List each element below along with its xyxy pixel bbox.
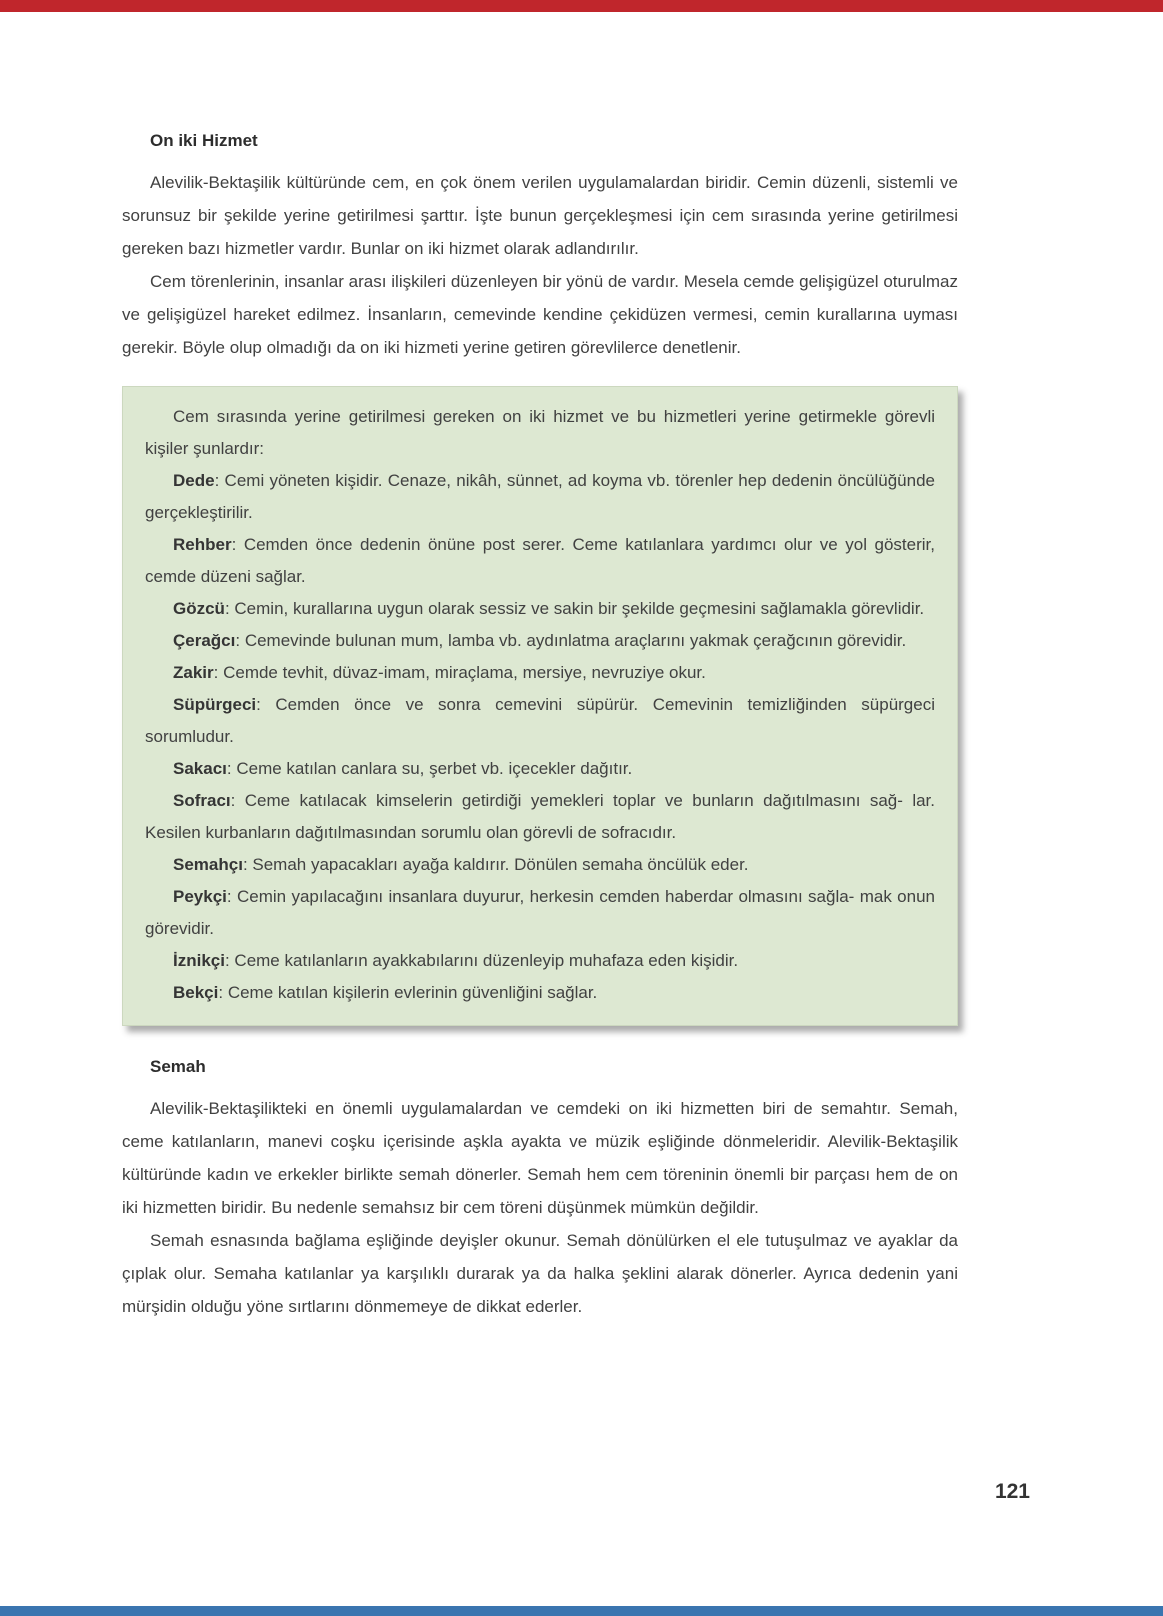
service-item-zakir (145, 657, 935, 689)
service-text-iznikci: : Ceme katılanların ayakkabılarını düzenleyip muhafaza eden kişidir. (224, 951, 739, 970)
twelve-services-box (122, 386, 958, 1026)
service-term-bekci: Bekçi (173, 983, 219, 1002)
service-item-semahci (145, 849, 935, 881)
service-item-sakaci (145, 753, 935, 785)
service-item-iznikci (145, 945, 935, 977)
service-text-rehber: : Cemden önce dedenin önüne post serer. Ceme katılanlara yardımcı olur ve yol gösterir, cemde düzeni sağlar. (145, 535, 935, 586)
section-heading-semah: Semah (150, 1057, 206, 1076)
service-term-sofraci: Sofracı (173, 791, 231, 810)
service-term-gozcu: Gözcü (173, 599, 225, 618)
service-item-ceragci (145, 625, 935, 657)
service-text-bekci: : Ceme katılan kişilerin evlerinin güvenliğini sağlar. (218, 983, 598, 1002)
service-item-dede (145, 465, 935, 529)
service-text-dede: : Cemi yöneten kişidir. Cenaze, nikâh, sünnet, ad koyma vb. törenler hep dedenin öncülüğünde gerçekleştirilir. (145, 471, 935, 522)
service-item-rehber (145, 529, 935, 593)
service-term-sakaci: Sakacı (173, 759, 227, 778)
page-number: 121 (994, 1480, 1030, 1503)
service-text-gozcu: : Cemin, kurallarına uygun olarak sessiz ve sakin bir şekilde geçmesini sağlamakla görevlidir. (224, 599, 925, 618)
services-box-intro: Cem sırasında yerine getirilmesi gereken on iki hizmet ve bu hizmetleri yerine getirmekle görevli kişiler şunlardır: (145, 407, 935, 458)
paragraph-semah-2: Semah esnasında bağlama eşliğinde deyişler okunur. Semah dönülürken el ele tutuşulmaz ve ayaklar da çıplak olur. Semaha katılanlar ya karşılıklı durarak ya da halka şeklini alarak dönerler. Ayrıca dedenin yani mürşidin olduğu yöne sırtlarını dönmemeye de dikkat ederler. (122, 1231, 958, 1316)
service-text-peykci: : Cemin yapılacağını insanlara duyurur, herkesin cemden haberdar olmasını sağla- mak onun görevidir. (145, 887, 935, 938)
service-item-peykci (145, 881, 935, 945)
paragraph-semah-1: Alevilik-Bektaşilikteki en önemli uygulamalardan ve cemdeki on iki hizmetten biri de semahtır. Semah, ceme katılanların, manevi coşku içerisinde aşkla ayakta ve müzik eşliğinde dönmeleridir. Alevilik-Bektaşilik kültüründe kadın ve erkekler birlikte semah dönerler. Semah hem cem töreninin önemli bir parçası hem de on iki hizmetten biridir. Bu nedenle semahsız bir cem töreni düşünmek mümkün değildir. (122, 1099, 958, 1217)
service-item-bekci (145, 977, 935, 1009)
paragraph-oniki-1: Alevilik-Bektaşilik kültüründe cem, en çok önem verilen uygulamalardan biridir. Cemin düzenli, sistemli ve sorunsuz bir şekilde yerine getirilmesi şarttır. İşte bunun gerçekleşmesi için cem sırasında yerine getirilmesi gereken bazı hizmetler vardır. Bunlar on iki hizmet olarak adlandırılır. (122, 173, 958, 258)
service-text-supurgeci: : Cemden önce ve sonra cemevini süpürür. Cemevinin temizliğinden süpürgeci sorumludur. (145, 695, 935, 746)
bottom-border-bar (0, 1606, 1163, 1616)
service-term-dede: Dede (173, 471, 215, 490)
service-text-sakaci: : Ceme katılan canlara su, şerbet vb. içecekler dağıtır. (226, 759, 633, 778)
service-text-ceragci: : Cemevinde bulunan mum, lamba vb. aydınlatma araçlarını yakmak çerağcının görevidir. (235, 631, 907, 650)
section-heading-on-iki-hizmet: On iki Hizmet (150, 131, 258, 150)
service-term-peykci: Peykçi (173, 887, 227, 906)
service-term-rehber: Rehber (173, 535, 232, 554)
service-item-sofraci (145, 785, 935, 849)
service-text-semahci: : Semah yapacakları ayağa kaldırır. Dönülen semaha öncülük eder. (242, 855, 749, 874)
service-item-supurgeci (145, 689, 935, 753)
paragraph-oniki-2: Cem törenlerinin, insanlar arası ilişkileri düzenleyen bir yönü de vardır. Mesela cemde gelişigüzel oturulmaz ve gelişigüzel hareket edilmez. İnsanların, cemevinde kendine çekidüzen vermesi, cemin kurallarına uyması gerekir. Böyle olup olmadığı da on iki hizmeti yerine getiren görevlilerce denetlenir. (122, 272, 958, 357)
service-text-sofraci: : Ceme katılacak kimselerin getirdiği yemekleri toplar ve bunların dağıtılmasını sağ- lar. Kesilen kurbanların dağıtılmasından sorumlu olan görevli de sofracıdır. (145, 791, 935, 842)
service-term-semahci: Semahçı (173, 855, 243, 874)
top-border-bar (0, 0, 1163, 12)
service-item-gozcu (145, 593, 935, 625)
service-term-iznikci: İznikçi (173, 951, 225, 970)
service-term-zakir: Zakir (173, 663, 214, 682)
page-content (122, 128, 958, 1323)
service-term-supurgeci: Süpürgeci (173, 695, 257, 714)
service-text-zakir: : Cemde tevhit, düvaz-imam, miraçlama, mersiye, nevruziye okur. (213, 663, 706, 682)
service-term-ceragci: Çerağcı (173, 631, 236, 650)
